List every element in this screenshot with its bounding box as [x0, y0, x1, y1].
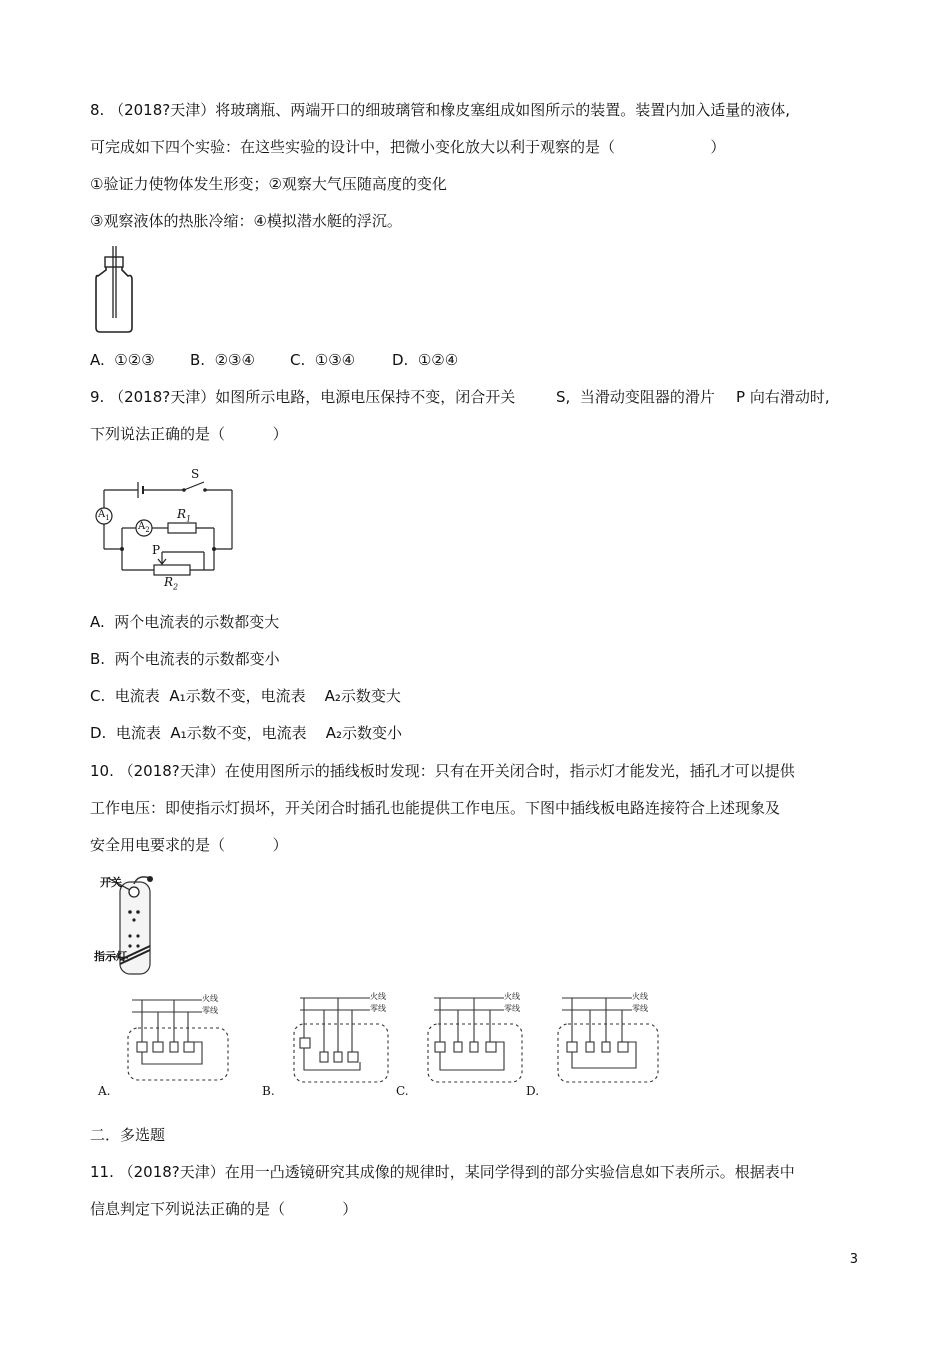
ammeter-a2-label: $A_2$ — [138, 521, 150, 534]
q9-option-c[interactable]: C. 电流表 A₁示数不变，电流表 A₂示数变大 — [90, 687, 401, 705]
neutral-wire-label: 零线 — [370, 1004, 386, 1013]
q8-option-c[interactable]: C. ①③④ — [290, 351, 356, 369]
q9-stem-part3: P 向右滑动时, — [736, 388, 830, 406]
q9-stem-part2: S, 当滑动变阻器的滑片 — [556, 388, 715, 406]
q8-stem-line2: 可完成如下四个实验：在这些实验的设计中，把微小变化放大以利于观察的是（ ） — [90, 138, 726, 156]
q8-stem-line1: 8. （2018?天津）将玻璃瓶、两端开口的细玻璃管和橡皮塞组成如图所示的装置。装置内加入适量的液体, — [90, 101, 790, 119]
q10-stem-line1: 10. （2018?天津）在使用图所示的插线板时发现：只有在开关闭合时，指示灯才能发光，插孔才可以提供 — [90, 762, 795, 780]
indicator-label: 指示灯 — [94, 950, 127, 963]
resistor-r1-label: $R_1$ — [177, 507, 192, 524]
q9-option-a[interactable]: A. 两个电流表的示数都变大 — [90, 613, 280, 631]
q10-stem-line3: 安全用电要求的是（ ） — [90, 836, 288, 854]
option-letter: A. — [98, 1084, 111, 1098]
live-wire-label: 火线 — [202, 994, 218, 1003]
q11-stem-line1: 11. （2018?天津）在用一凸透镜研究其成像的规律时，某同学得到的部分实验信息如下表所示。根据表中 — [90, 1163, 795, 1181]
q8-item-line2: ③观察液体的热胀冷缩：④模拟潜水艇的浮沉。 — [90, 212, 402, 230]
power-strip-figure — [94, 874, 164, 978]
neutral-wire-label: 零线 — [632, 1004, 648, 1013]
live-wire-label: 火线 — [504, 992, 520, 1001]
q8-option-b[interactable]: B. ②③④ — [190, 351, 255, 369]
q10-options-row — [92, 990, 672, 1100]
q10-option-a[interactable] — [92, 990, 237, 1100]
option-letter: C. — [396, 1084, 409, 1098]
q9-option-d[interactable]: D. 电流表 A₁示数不变，电流表 A₂示数变小 — [90, 724, 403, 742]
option-letter: B. — [262, 1084, 275, 1098]
q8-item-line1: ①验证力使物体发生形变；②观察大气压随高度的变化 — [90, 175, 447, 193]
q10-stem-line2: 工作电压：即使指示灯损坏，开关闭合时插孔也能提供工作电压。下图中插线板电路连接符合上述现象及 — [90, 799, 781, 817]
q8-option-d[interactable]: D. ①②④ — [392, 351, 459, 369]
slider-p-label: P — [152, 543, 161, 557]
switch-label: S — [191, 467, 200, 481]
q10-option-c[interactable] — [394, 990, 539, 1100]
q10-option-d[interactable] — [528, 990, 673, 1100]
live-wire-label: 火线 — [370, 992, 386, 1001]
q9-option-b[interactable]: B. 两个电流表的示数都变小 — [90, 650, 280, 668]
neutral-wire-label: 零线 — [504, 1004, 520, 1013]
ammeter-a1-label: $A_1$ — [98, 509, 110, 522]
q8-option-a[interactable]: A. ①②③ — [90, 351, 155, 369]
q10-option-b[interactable] — [260, 990, 405, 1100]
neutral-wire-label: 零线 — [202, 1006, 218, 1015]
switch-label: 开关 — [100, 876, 122, 889]
live-wire-label: 火线 — [632, 992, 648, 1001]
q9-stem-line2: 下列说法正确的是（ ） — [90, 425, 288, 443]
page-number: 3 — [849, 1252, 858, 1267]
q9-stem-part1: 9. （2018?天津）如图所示电路，电源电压保持不变，闭合开关 — [90, 388, 516, 406]
q11-stem-line2: 信息判定下列说法正确的是（ ） — [90, 1200, 358, 1218]
q9-circuit-diagram — [92, 466, 242, 591]
section-title: 二．多选题 — [90, 1126, 166, 1144]
option-letter: D. — [526, 1084, 540, 1098]
resistor-r2-label: $R_2$ — [164, 575, 179, 592]
bottle-figure — [88, 244, 143, 336]
